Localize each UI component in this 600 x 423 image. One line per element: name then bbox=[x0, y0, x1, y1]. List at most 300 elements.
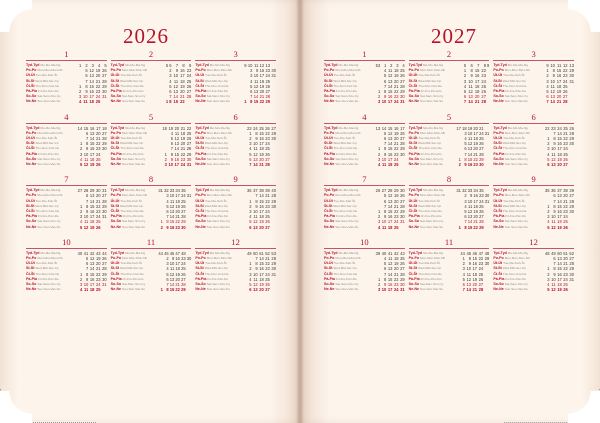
day-cell: 5 bbox=[166, 271, 169, 277]
right-page bbox=[300, 0, 600, 423]
month-grid-left bbox=[24, 46, 278, 297]
day-cell: 12 bbox=[387, 130, 393, 136]
day-cell: 3 bbox=[79, 151, 83, 157]
day-cell: 2 bbox=[79, 209, 83, 215]
day-cell: 28 bbox=[479, 151, 484, 157]
month-number: 1 bbox=[362, 49, 367, 59]
week-number: 39 bbox=[265, 188, 270, 194]
day-cell: 18 bbox=[89, 287, 95, 293]
day-cell: 24 bbox=[393, 99, 399, 105]
month-table bbox=[26, 188, 107, 230]
day-cell: 5 bbox=[170, 136, 173, 142]
day-label: Ne-Ne Sun-Son-Vas-Su bbox=[110, 162, 146, 167]
day-cell: 9 bbox=[470, 193, 473, 199]
week-number: 22 bbox=[186, 125, 192, 131]
day-cell: 26 bbox=[563, 89, 568, 95]
day-cell: 26 bbox=[479, 209, 484, 215]
day-cell: 1 bbox=[458, 224, 461, 230]
day-cell: 30 bbox=[400, 94, 405, 100]
day-label: Tyd-Tyd Mo-Mo-Ma-Ng bbox=[26, 250, 61, 255]
day-cell: 10 bbox=[551, 146, 556, 152]
day-row bbox=[493, 225, 574, 230]
day-cell: 18 bbox=[180, 78, 185, 84]
day-label: Tyd-Tyd Mo-Mo-Ma-Ng bbox=[408, 63, 444, 67]
day-cell: 26 bbox=[181, 271, 186, 277]
day-row bbox=[26, 225, 107, 230]
day-cell: 8 bbox=[85, 83, 88, 89]
day-cell: 24 bbox=[479, 130, 484, 136]
day-cell: 2 bbox=[250, 68, 253, 74]
day-cell: 2 bbox=[377, 151, 381, 157]
day-cell: 4 bbox=[79, 219, 83, 225]
day-label: Tyd-Tyd Mo-Mo-Ma-Ng bbox=[110, 250, 146, 255]
day-row bbox=[195, 162, 276, 167]
day-cell: 21 bbox=[563, 130, 568, 136]
day-label: Ne-Ne Sun-Son-Vas-Su bbox=[493, 162, 528, 167]
month-number: 9 bbox=[233, 174, 238, 185]
day-row bbox=[324, 225, 405, 230]
day-cell: 23 bbox=[265, 266, 270, 272]
day-cell bbox=[186, 287, 192, 292]
day-cell: 3 bbox=[249, 209, 252, 215]
day-cell: 29 bbox=[400, 209, 405, 215]
month-block bbox=[109, 109, 194, 172]
day-label: Tyd-Tyd Mo-Mo-Ma-Ng bbox=[493, 188, 528, 193]
day-label: Tyd-Tyd Mo-Mo-Ma-Ng bbox=[26, 125, 61, 130]
week-number: 34 bbox=[175, 188, 180, 194]
week-number: 41 bbox=[83, 250, 89, 256]
day-label: Ne-Ne Sun-Son-Vas-Su bbox=[493, 224, 528, 229]
day-cell: 11 bbox=[382, 224, 387, 230]
week-number: 35 bbox=[545, 188, 550, 194]
day-cell: 17 bbox=[473, 130, 478, 136]
day-label: Čt-Št Thu-Don-Csü-Ne bbox=[110, 146, 144, 151]
day-cell: 2 bbox=[547, 271, 550, 277]
day-cell: 4 bbox=[384, 68, 387, 74]
day-cell: 6 bbox=[463, 94, 467, 100]
day-cell: 17 bbox=[89, 214, 95, 220]
day-cell: 7 bbox=[86, 136, 89, 142]
day-cell: 13 bbox=[89, 130, 95, 136]
day-row bbox=[409, 99, 490, 104]
day-cell: 20 bbox=[556, 94, 562, 100]
day-cell: 10 bbox=[83, 282, 89, 288]
day-cell: 22 bbox=[563, 136, 568, 142]
day-cell: 5 bbox=[463, 89, 467, 95]
day-cell: 19 bbox=[259, 282, 264, 288]
day-cell: 31 bbox=[186, 162, 192, 168]
day-cell: 2 bbox=[462, 261, 465, 267]
day-cell: 22 bbox=[393, 146, 399, 152]
day-cell: 15 bbox=[467, 224, 473, 230]
day-label: Út-Út Tue-Die-Keh-Št bbox=[110, 198, 142, 203]
day-cell: 20 bbox=[175, 209, 180, 215]
day-cell: 10 bbox=[551, 276, 556, 282]
day-cell: 3 bbox=[166, 261, 169, 267]
day-cell bbox=[270, 287, 276, 292]
day-cell: 24 bbox=[478, 266, 484, 272]
day-label: St-St Wed-Mitt-Ser-Cp bbox=[110, 203, 144, 208]
day-cell: 9 bbox=[170, 156, 173, 162]
day-cell: 8 bbox=[553, 203, 556, 209]
day-cell: 13 bbox=[89, 193, 95, 199]
day-cell: 10 bbox=[253, 141, 258, 147]
day-label: Pá-Pia Fri-Fre-Pén-Do bbox=[324, 276, 357, 281]
day-label: St-St Wed-Mitt-Ser-Cp bbox=[195, 141, 228, 146]
week-number: 50 bbox=[557, 250, 562, 256]
week-number: 44 bbox=[102, 250, 107, 256]
day-cell: 18 bbox=[557, 219, 562, 225]
week-number: 2 bbox=[390, 63, 393, 68]
week-number: 4 bbox=[402, 63, 405, 68]
month-table bbox=[111, 251, 192, 293]
day-cell: 11 bbox=[551, 151, 556, 157]
day-cell: 3 bbox=[249, 271, 252, 277]
day-cell: 28 bbox=[102, 78, 107, 84]
day-cell: 28 bbox=[400, 203, 405, 209]
month-block bbox=[193, 234, 278, 297]
day-cell bbox=[100, 99, 106, 104]
day-cell: 18 bbox=[259, 78, 265, 84]
day-cell: 20 bbox=[259, 89, 265, 95]
day-cell: 26 bbox=[265, 219, 270, 225]
day-label: Út-Út Tue-Die-Keh-Št bbox=[408, 136, 440, 141]
day-cell: 30 bbox=[400, 151, 405, 157]
week-number: 8 bbox=[182, 63, 185, 68]
day-cell: 19 bbox=[89, 224, 95, 230]
day-label: St-St Wed-Mitt-Ser-Cp bbox=[195, 266, 228, 271]
day-label: So-So Sat-Sam-Szo-Cy bbox=[324, 94, 359, 99]
day-cell: 29 bbox=[484, 256, 490, 262]
day-label: Pá-Pia Fri-Fre-Pén-Do bbox=[408, 276, 442, 281]
month-number: 6 bbox=[531, 111, 536, 122]
day-cell: 16 bbox=[556, 73, 562, 79]
day-cell: 29 bbox=[102, 141, 107, 147]
day-label: Čt-Št Thu-Don-Csü-Ne bbox=[493, 83, 527, 88]
day-cell: 17 bbox=[259, 209, 264, 215]
day-cell: 15 bbox=[169, 287, 175, 293]
day-cell: 13 bbox=[557, 256, 562, 262]
day-cell: 11 bbox=[468, 83, 473, 89]
day-cell: 2 bbox=[458, 162, 461, 168]
day-cell: 28 bbox=[265, 162, 270, 168]
day-row bbox=[324, 287, 405, 292]
week-number: 52 bbox=[265, 250, 270, 256]
day-cell: 25 bbox=[400, 256, 405, 262]
day-cell: 6 bbox=[553, 256, 556, 262]
month-rule bbox=[493, 185, 574, 186]
day-label: Po-Po Mon-Mon-Mon-Nb bbox=[26, 68, 63, 73]
day-cell: 15 bbox=[556, 68, 562, 74]
day-cell: 14 bbox=[468, 99, 473, 105]
day-cell: 11 bbox=[84, 156, 89, 162]
day-row bbox=[409, 287, 490, 292]
day-label: Čt-Št Thu-Don-Csü-Ne bbox=[26, 209, 60, 214]
day-cell: 19 bbox=[393, 261, 399, 267]
day-cell: 27 bbox=[479, 146, 484, 152]
day-label: Ne-Ne Sun-Son-Vas-Su bbox=[493, 99, 528, 104]
day-cell bbox=[486, 99, 489, 104]
week-number: 13 bbox=[375, 125, 381, 131]
day-label: So-So Sat-Sam-Szo-Cy bbox=[195, 219, 230, 224]
day-cell: 10 bbox=[83, 214, 89, 220]
day-cell: 5 bbox=[384, 261, 387, 267]
day-cell: 5 bbox=[547, 224, 550, 230]
day-cell: 24 bbox=[95, 94, 101, 100]
month-rule bbox=[493, 248, 574, 249]
day-cell: 31 bbox=[271, 73, 276, 79]
day-cell: 31 bbox=[400, 287, 405, 293]
day-cell: 22 bbox=[393, 89, 399, 95]
day-label: Tyd-Tyd Mo-Mo-Ma-Ng bbox=[493, 250, 528, 255]
day-cell: 16 bbox=[557, 141, 562, 147]
month-table bbox=[195, 63, 276, 105]
day-cell: 19 bbox=[557, 224, 562, 230]
day-row bbox=[111, 225, 192, 230]
day-cell: 8 bbox=[86, 271, 89, 277]
week-number: 27 bbox=[77, 188, 83, 194]
day-cell: 6 bbox=[384, 266, 387, 272]
day-label: Po-Po Mon-Mon-Mon-Nb bbox=[493, 130, 530, 135]
day-cell bbox=[101, 162, 107, 167]
day-cell: 7 bbox=[166, 214, 169, 220]
day-label: Čt-Št Thu-Don-Csü-Ne bbox=[408, 146, 442, 151]
day-cell: 28 bbox=[102, 136, 107, 142]
day-cell: 25 bbox=[186, 78, 192, 84]
day-cell: 23 bbox=[265, 136, 270, 142]
week-number: 19 bbox=[168, 125, 173, 131]
day-cell: 23 bbox=[563, 271, 568, 277]
day-label: Út-Út Tue-Die-Keh-Št bbox=[110, 73, 142, 78]
day-cell: 18 bbox=[557, 282, 562, 288]
month-table bbox=[111, 126, 192, 168]
day-cell: 29 bbox=[271, 130, 276, 136]
month-number: 2 bbox=[446, 49, 452, 59]
day-cell: 16 bbox=[89, 146, 95, 152]
day-cell: 7 bbox=[553, 198, 556, 204]
day-cell: 8 bbox=[464, 224, 467, 230]
week-number: 30 bbox=[95, 188, 101, 194]
day-cell: 20 bbox=[259, 156, 264, 162]
day-cell: 18 bbox=[393, 68, 399, 74]
day-cell: 17 bbox=[472, 266, 478, 272]
day-cell: 4 bbox=[250, 78, 253, 84]
day-row bbox=[195, 99, 276, 104]
month-rule bbox=[195, 248, 276, 249]
day-cell: 1 bbox=[164, 151, 167, 157]
day-cell: 11 bbox=[382, 162, 387, 168]
day-cell: 5 bbox=[547, 156, 550, 162]
day-cell: 19 bbox=[472, 276, 478, 282]
month-block bbox=[24, 171, 109, 234]
day-label: Út-Út Tue-Die-Keh-Št bbox=[493, 73, 525, 78]
day-cell: 17 bbox=[556, 78, 562, 84]
day-cell: 18 bbox=[557, 151, 562, 157]
day-cell: 28 bbox=[271, 193, 276, 199]
day-cell: 13 bbox=[253, 156, 258, 162]
day-cell: 20 bbox=[259, 287, 264, 293]
week-number: 29 bbox=[393, 188, 399, 194]
day-cell: 2 bbox=[377, 282, 381, 288]
day-cell: 28 bbox=[400, 271, 405, 277]
day-cell: 16 bbox=[259, 266, 264, 272]
day-label: Po-Po Mon-Mon-Mon-Nb bbox=[195, 256, 232, 261]
week-number: 46 bbox=[472, 250, 478, 256]
day-cell: 29 bbox=[569, 266, 574, 272]
day-cell: 31 bbox=[102, 282, 107, 288]
day-cell: 19 bbox=[557, 287, 562, 293]
day-cell: 13 bbox=[466, 282, 471, 288]
day-cell: 20 bbox=[95, 261, 101, 267]
day-cell: 9 bbox=[384, 94, 387, 100]
month-block bbox=[491, 109, 576, 172]
day-cell: 23 bbox=[95, 146, 101, 152]
day-cell: 30 bbox=[484, 193, 490, 199]
day-label: Pá-Pia Fri-Fre-Pén-Do bbox=[110, 151, 144, 156]
day-cell: 18 bbox=[89, 99, 94, 105]
day-cell: 25 bbox=[95, 156, 101, 162]
day-cell: 15 bbox=[259, 261, 264, 267]
day-row bbox=[195, 287, 276, 292]
day-cell: 15 bbox=[474, 68, 480, 74]
day-cell: 30 bbox=[186, 256, 192, 262]
day-cell: 5 bbox=[85, 68, 88, 74]
day-label: St-St Wed-Mitt-Ser-Cp bbox=[493, 78, 526, 83]
day-cell: 19 bbox=[473, 141, 478, 147]
day-cell: 12 bbox=[253, 83, 259, 89]
day-label: So-So Sat-Sam-Szo-Cy bbox=[493, 94, 528, 99]
day-cell: 27 bbox=[479, 214, 484, 220]
week-number: 39 bbox=[375, 250, 381, 256]
day-cell: 14 bbox=[387, 83, 393, 89]
day-label: Út-Út Tue-Die-Keh-Št bbox=[324, 136, 356, 141]
day-cell: 6 bbox=[249, 287, 252, 293]
day-cell: 8 bbox=[464, 156, 467, 162]
day-cell: 27 bbox=[400, 136, 405, 142]
day-cell: 19 bbox=[180, 83, 185, 89]
day-cell: 1 bbox=[546, 68, 549, 74]
month-table bbox=[409, 251, 490, 293]
day-cell: 17 bbox=[473, 198, 478, 204]
day-cell: 26 bbox=[186, 136, 192, 142]
day-cell: 7 bbox=[85, 78, 88, 84]
day-cell: 28 bbox=[181, 282, 186, 288]
week-number: 26 bbox=[569, 125, 574, 131]
week-number: 1 bbox=[384, 63, 387, 68]
day-label: St-St Wed-Mitt-Ser-Cp bbox=[324, 203, 357, 208]
day-cell: 30 bbox=[102, 276, 107, 282]
day-cell: 24 bbox=[95, 151, 101, 157]
day-label: Po-Po Mon-Mon-Mon-Nb bbox=[26, 193, 63, 198]
day-label: Ne-Ne Sun-Son-Vas-Su bbox=[493, 287, 528, 292]
day-label: Út-Út Tue-Die-Keh-Št bbox=[408, 73, 440, 78]
day-label: Pá-Pia Fri-Fre-Pén-Do bbox=[493, 151, 527, 156]
day-cell: 13 bbox=[173, 89, 179, 95]
week-number: 13 bbox=[265, 63, 271, 68]
day-cell: 15 bbox=[557, 266, 562, 272]
day-cell: 21 bbox=[175, 214, 180, 220]
day-cell: 13 bbox=[551, 162, 556, 168]
day-cell: 1 bbox=[249, 198, 252, 204]
week-number: 6 bbox=[169, 63, 172, 68]
day-row bbox=[111, 99, 192, 104]
day-cell: 13 bbox=[387, 136, 393, 142]
day-cell: 3 bbox=[377, 219, 381, 225]
day-label: Ne-Ne Sun-Son-Vas-Su bbox=[195, 224, 230, 229]
day-cell: 19 bbox=[474, 89, 480, 95]
day-cell: 1 bbox=[249, 261, 252, 267]
month-table bbox=[409, 126, 490, 168]
day-cell: 27 bbox=[181, 276, 186, 282]
day-cell: 13 bbox=[467, 214, 473, 220]
day-row bbox=[409, 162, 490, 167]
day-label: Pá-Pia Fri-Fre-Pén-Do bbox=[493, 89, 527, 94]
day-cell: 7 bbox=[86, 266, 89, 272]
day-cell: 29 bbox=[479, 156, 484, 162]
day-cell: 15 bbox=[259, 198, 264, 204]
month-number: 10 bbox=[360, 236, 369, 247]
day-label: Pá-Pia Fri-Fre-Pén-Do bbox=[195, 276, 229, 281]
day-cell: 9 bbox=[85, 89, 88, 95]
day-cell: 1 bbox=[244, 99, 247, 105]
day-cell: 17 bbox=[387, 99, 393, 105]
day-cell: 12 bbox=[253, 151, 258, 157]
day-label: So-So Sat-Sam-Szo-Cy bbox=[493, 219, 528, 224]
day-label: So-So Sat-Sam-Szo-Cy bbox=[408, 156, 444, 161]
day-cell: 8 bbox=[552, 68, 555, 74]
day-cell: 11 bbox=[388, 68, 393, 74]
day-cell: 25 bbox=[265, 276, 270, 282]
day-cell: 13 bbox=[253, 224, 258, 230]
day-cell bbox=[568, 99, 574, 104]
day-label: So-So Sat-Sam-Szo-Cy bbox=[195, 156, 230, 161]
day-cell: 3 bbox=[462, 266, 465, 272]
day-cell: 15 bbox=[259, 130, 264, 136]
day-cell: 15 bbox=[173, 99, 179, 105]
day-cell: 22 bbox=[393, 276, 399, 282]
month-block bbox=[407, 171, 492, 234]
day-cell: 3 bbox=[166, 193, 169, 199]
day-label: Tyd-Tyd Mo-Mo-Ma-Ng bbox=[324, 63, 359, 67]
day-cell: 12 bbox=[89, 256, 95, 262]
day-cell: 21 bbox=[180, 94, 185, 100]
day-cell: 12 bbox=[253, 219, 258, 225]
day-cell: 22 bbox=[265, 198, 270, 204]
day-cell: 21 bbox=[563, 198, 568, 204]
month-table bbox=[26, 251, 107, 293]
day-cell: 28 bbox=[569, 261, 574, 267]
day-cell: 20 bbox=[473, 214, 478, 220]
week-number: 27 bbox=[381, 188, 387, 194]
day-cell: 5 bbox=[464, 209, 467, 215]
day-cell: 28 bbox=[563, 99, 568, 105]
day-cell: 11 bbox=[253, 214, 258, 220]
day-cell: 4 bbox=[377, 162, 381, 168]
day-cell: 27 bbox=[102, 130, 107, 136]
month-number: 6 bbox=[233, 111, 238, 122]
week-number: 3 bbox=[396, 63, 399, 68]
week-number: 34 bbox=[473, 188, 478, 194]
week-number: 22 bbox=[545, 125, 550, 131]
day-cell: 11 bbox=[170, 266, 175, 272]
day-cell: 12 bbox=[550, 89, 555, 95]
day-cell: 19 bbox=[556, 89, 562, 95]
week-number: 42 bbox=[393, 250, 399, 256]
day-cell: 25 bbox=[481, 83, 486, 89]
day-cell: 25 bbox=[563, 151, 568, 157]
day-label: Út-Út Tue-Die-Keh-Št bbox=[26, 261, 58, 266]
day-cell: 4 bbox=[546, 83, 549, 89]
